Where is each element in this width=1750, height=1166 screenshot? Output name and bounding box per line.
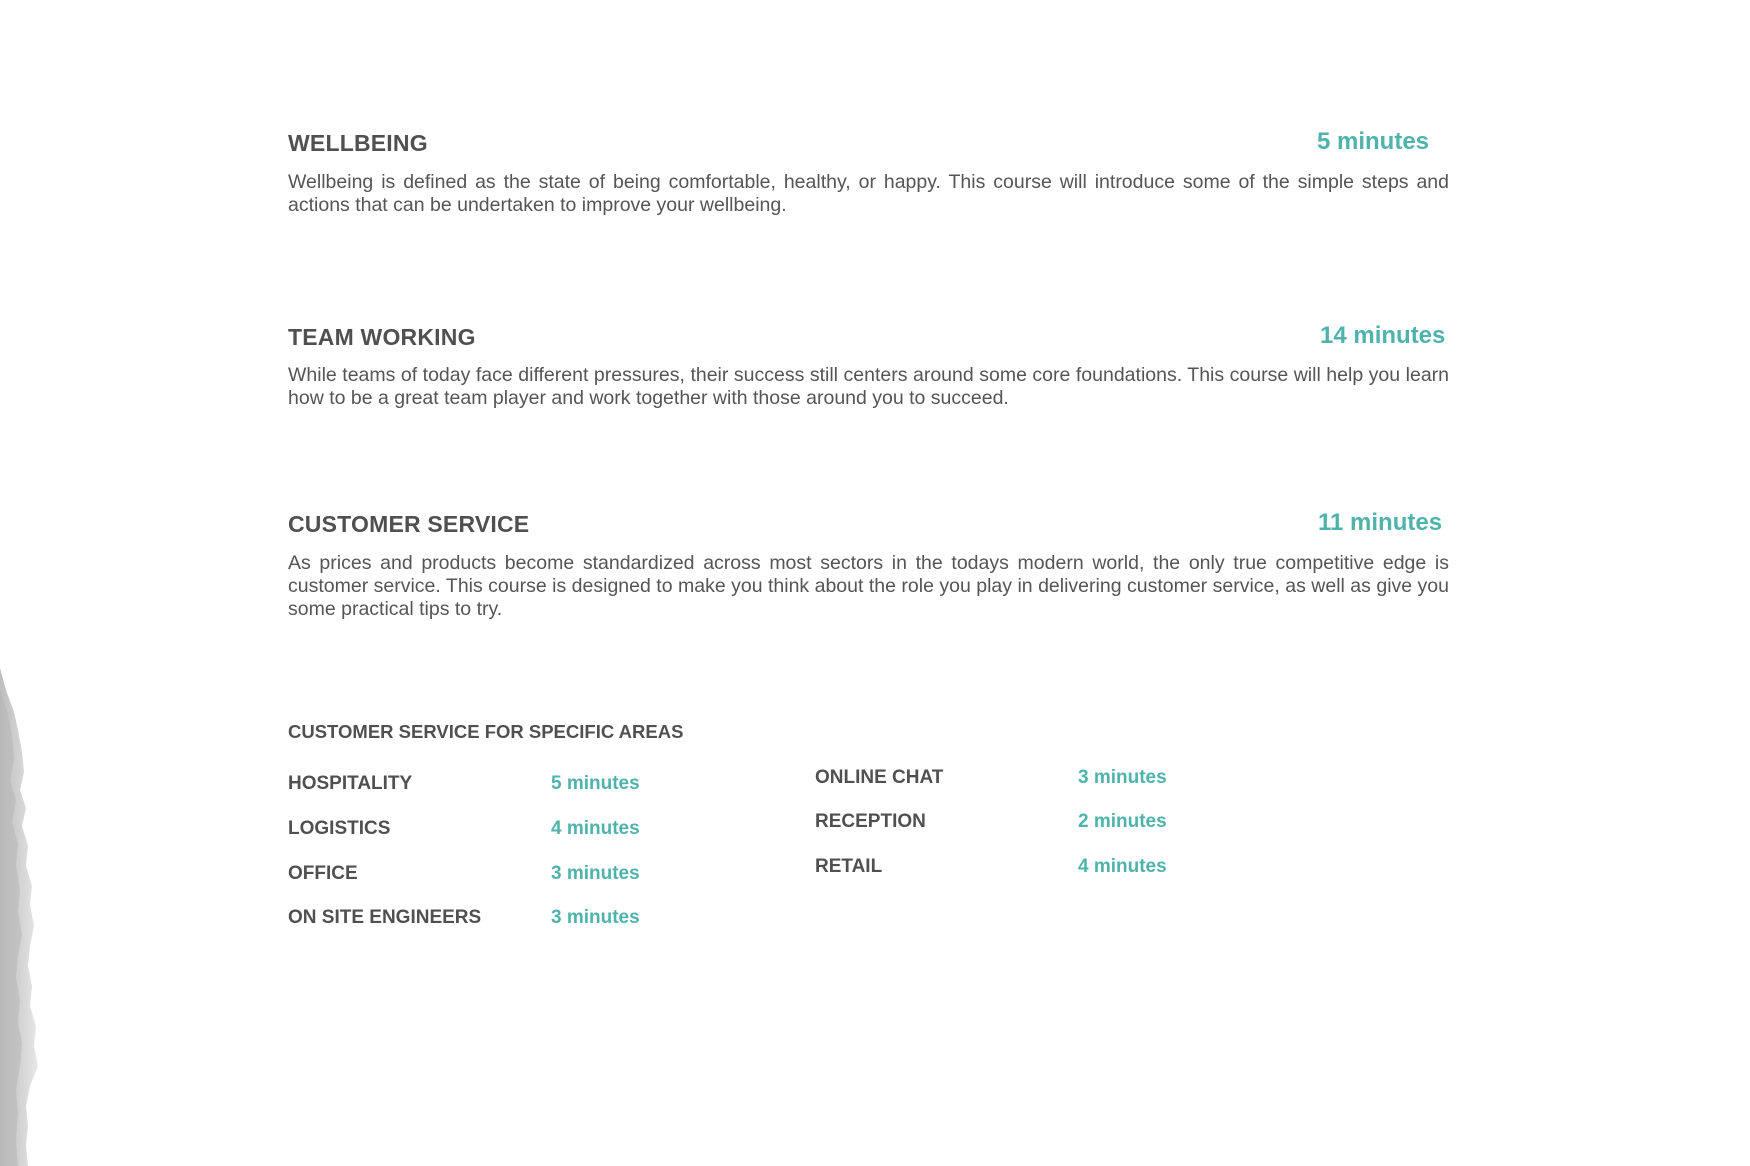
area-name: HOSPITALITY (288, 773, 413, 794)
area-row-office (288, 863, 688, 889)
area-name: LOGISTICS (288, 818, 391, 839)
area-name: RECEPTION (815, 811, 926, 832)
course-duration: 14 minutes (1320, 322, 1446, 349)
area-row-on-site-engineers (288, 907, 688, 933)
course-description: Wellbeing is defined as the state of being comfortable, healthy, or happy. This course will introduce some of the simple steps and actions that can be undertaken to improve your wellbeing. (288, 171, 1449, 216)
torn-paper-edge (0, 0, 60, 1166)
course-header (288, 130, 1449, 164)
area-duration: 4 minutes (551, 818, 640, 839)
area-name: RETAIL (815, 856, 883, 877)
course-title: WELLBEING (288, 130, 428, 156)
course-title: CUSTOMER SERVICE (288, 511, 530, 537)
area-row-hospitality (288, 773, 688, 799)
area-row-retail (815, 856, 1215, 882)
area-name: OFFICE (288, 863, 358, 884)
area-duration: 5 minutes (551, 773, 640, 794)
course-description: As prices and products become standardized across most sectors in the todays modern world, the only true competitive edge is customer service. This course is designed to make you think about the role you play in delivering customer service, as well as give you some practical tips to try. (288, 552, 1449, 620)
area-duration: 4 minutes (1078, 856, 1167, 877)
course-title: TEAM WORKING (288, 324, 476, 350)
area-duration: 3 minutes (551, 907, 640, 928)
specific-areas-heading: CUSTOMER SERVICE FOR SPECIFIC AREAS (288, 721, 684, 742)
course-duration: 5 minutes (1317, 128, 1430, 155)
course-description: While teams of today face different pressures, their success still centers around some core foundations. This course will help you learn how to be a great team player and work together with those around you to succeed. (288, 364, 1449, 409)
area-duration: 3 minutes (1078, 767, 1167, 788)
course-header (288, 324, 1449, 358)
course-customer-service (288, 511, 1449, 621)
area-duration: 3 minutes (551, 863, 640, 884)
area-name: ON SITE ENGINEERS (288, 907, 482, 928)
area-duration: 2 minutes (1078, 811, 1167, 832)
course-duration: 11 minutes (1318, 509, 1443, 536)
area-row-logistics (288, 818, 688, 844)
area-row-online-chat (815, 767, 1215, 793)
area-row-reception (815, 811, 1215, 837)
course-header (288, 511, 1449, 545)
area-name: ONLINE CHAT (815, 767, 944, 788)
course-wellbeing (288, 130, 1449, 217)
course-team-working (288, 324, 1449, 410)
